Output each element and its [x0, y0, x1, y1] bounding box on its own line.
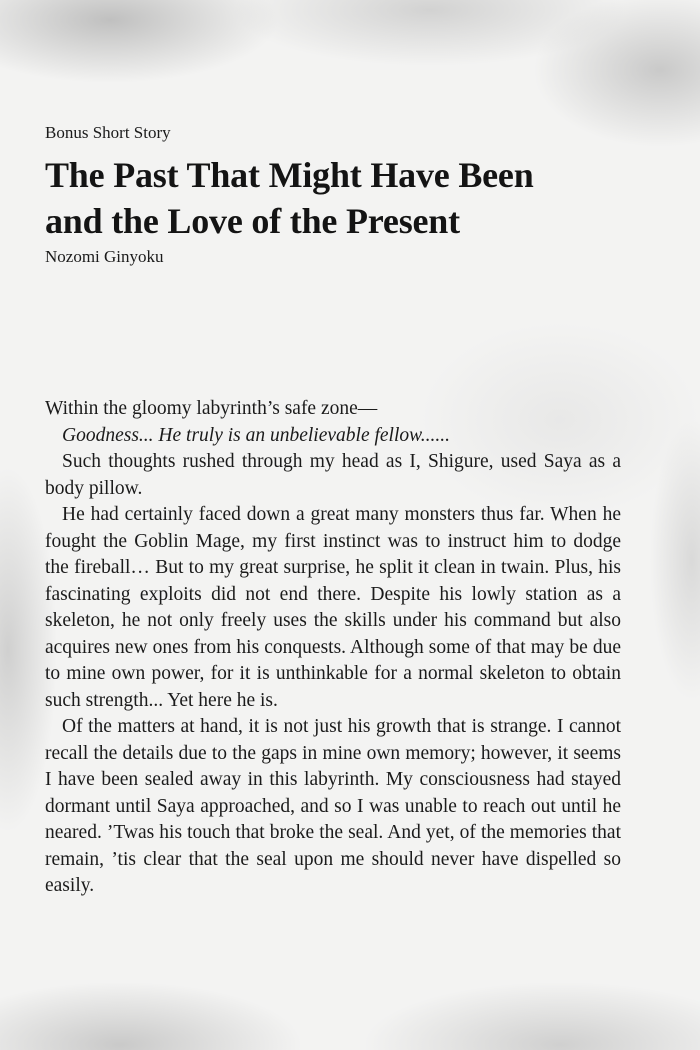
story-body	[45, 396, 621, 900]
paragraph-4: He had certainly faced down a great many monsters thus far. When he fought the Goblin Mage, my first instinct was to instruct him to dodge the fireball… But to my great surprise, he split it clean in twain. Plus, his fascinating exploits did not end there. Despite his lowly station as a skeleton, he not only freely uses the skills under his command but also acquires new ones from his conquests. Although some of that may be due to mine own power, for it is unthinkable for a normal skeleton to obtain such strength... Yet here he is.	[45, 504, 621, 711]
story-header	[45, 122, 621, 268]
story-title-line-1: The Past That Might Have Been	[45, 155, 534, 195]
story-title-line-2: and the Love of the Present	[45, 201, 460, 241]
paragraph-1: Within the gloomy labyrinth’s safe zone—	[45, 398, 378, 419]
paragraph-5: Of the matters at hand, it is not just his growth that is strange. I cannot recall the details due to the gaps in mine own memory; however, it seems I have been sealed away in this labyrinth. My consciousness had stayed dormant until Saya approached, and so I was unable to reach out until he neared. ’Twas his touch that broke the seal. And yet, of the memories that remain, ’tis clear that the seal upon me should never have dispelled so easily.	[45, 716, 621, 896]
story-author: Nozomi Ginyoku	[45, 247, 164, 266]
paragraph-3: Such thoughts rushed through my head as I, Shigure, used Saya as a body pillow.	[45, 451, 621, 499]
story-kicker: Bonus Short Story	[45, 123, 171, 142]
story-title	[45, 152, 621, 244]
paragraph-2-inner-thought: Goodness... He truly is an unbelievable fellow......	[62, 424, 450, 446]
